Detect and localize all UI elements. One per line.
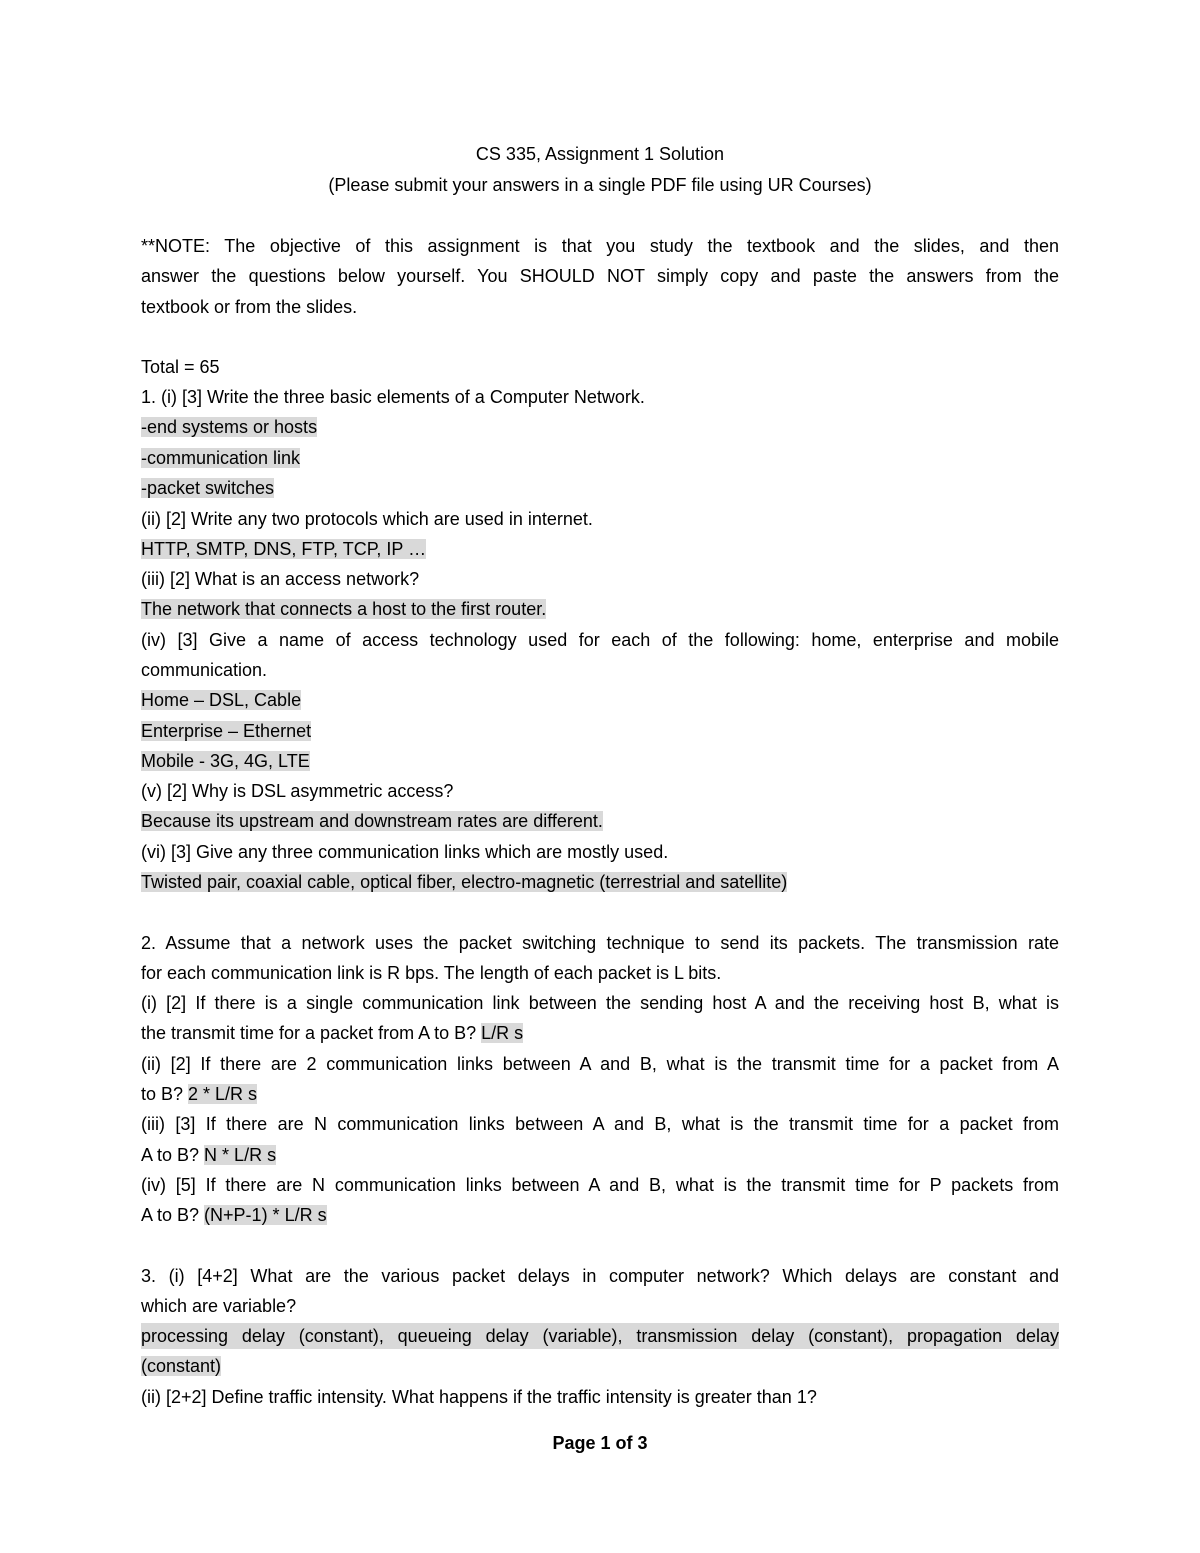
q2-iii-answer: N * L/R s xyxy=(204,1145,277,1165)
q2-iii-question-end: A to B? xyxy=(141,1145,205,1165)
q3-i-answer-line-1: processing delay (constant), queueing delay (variable), transmission delay (constant), propagation delay xyxy=(141,1323,1059,1349)
q1-ii-question: (ii) [2] Write any two protocols which are used in internet. xyxy=(141,509,593,529)
document-title: CS 335, Assignment 1 Solution xyxy=(475,144,725,164)
q1-i-answer-1: -end systems or hosts xyxy=(141,417,318,437)
q1-iv-question-line-1: (iv) [3] Give a name of access technology used for each of the following: home, enterprise and mobile xyxy=(141,630,1059,650)
q1-iii-question: (iii) [2] What is an access network? xyxy=(141,569,420,589)
q3-i-line-1: 3. (i) [4+2] What are the various packet delays in computer network? Which delays are constant and xyxy=(141,1266,1059,1286)
q2-iv-answer: (N+P-1) * L/R s xyxy=(204,1205,327,1225)
q3-ii-question: (ii) [2+2] Define traffic intensity. What happens if the traffic intensity is greater than 1? xyxy=(141,1387,817,1407)
q2-iii-line-2 xyxy=(141,1142,276,1168)
q2-iii-line-1: (iii) [3] If there are N communication links between A and B, what is the transmit time for a packet from xyxy=(141,1114,1059,1134)
page-number: Page 1 of 3 xyxy=(552,1433,648,1453)
q1-v-question: (v) [2] Why is DSL asymmetric access? xyxy=(141,781,454,801)
q2-ii-line-1: (ii) [2] If there are 2 communication links between A and B, what is the transmit time for a packet from A xyxy=(141,1054,1059,1074)
q2-i-line-1: (i) [2] If there is a single communication link between the sending host A and the receiving host B, what is xyxy=(141,993,1059,1013)
q1-i-answer-3: -packet switches xyxy=(141,478,275,498)
q1-i-question: 1. (i) [3] Write the three basic elements of a Computer Network. xyxy=(141,387,645,407)
q1-vi-question: (vi) [3] Give any three communication links which are mostly used. xyxy=(141,842,669,862)
q2-i-question-end: the transmit time for a packet from A to B? xyxy=(141,1023,482,1043)
q2-iv-line-1: (iv) [5] If there are N communication links between A and B, what is the transmit time for P packets from xyxy=(141,1175,1059,1195)
document-subtitle: (Please submit your answers in a single PDF file using UR Courses) xyxy=(328,175,872,195)
q1-iv-answer-mobile: Mobile - 3G, 4G, LTE xyxy=(141,751,310,771)
q2-ii-answer: 2 * L/R s xyxy=(188,1084,258,1104)
q1-iii-answer: The network that connects a host to the first router. xyxy=(141,599,547,619)
q1-v-answer: Because its upstream and downstream rates are different. xyxy=(141,811,603,831)
q1-i-answer-2: -communication link xyxy=(141,448,301,468)
note-line-2: answer the questions below yourself. You SHOULD NOT simply copy and paste the answers from the xyxy=(141,266,1059,286)
q1-iv-answer-enterprise: Enterprise – Ethernet xyxy=(141,721,312,741)
q2-i-answer: L/R s xyxy=(481,1023,524,1043)
note-line-3: textbook or from the slides. xyxy=(141,297,358,317)
note-line-1: **NOTE: The objective of this assignment is that you study the textbook and the slides, and then xyxy=(141,236,1059,256)
q2-intro-line-1: 2. Assume that a network uses the packet switching technique to send its packets. The transmission rate xyxy=(141,933,1059,953)
q3-i-line-2: which are variable? xyxy=(141,1296,297,1316)
q2-ii-line-2 xyxy=(141,1081,257,1107)
q2-i-line-2 xyxy=(141,1020,523,1046)
q2-intro-line-2: for each communication link is R bps. The length of each packet is L bits. xyxy=(141,963,722,983)
q1-ii-answer: HTTP, SMTP, DNS, FTP, TCP, IP … xyxy=(141,539,427,559)
q1-vi-answer: Twisted pair, coaxial cable, optical fiber, electro-magnetic (terrestrial and satellite) xyxy=(141,872,788,892)
q2-ii-question-end: to B? xyxy=(141,1084,189,1104)
total-marks: Total = 65 xyxy=(141,357,220,377)
q2-iv-line-2 xyxy=(141,1202,327,1228)
q1-iv-question-line-2: communication. xyxy=(141,660,268,680)
q2-iv-question-end: A to B? xyxy=(141,1205,205,1225)
q1-iv-answer-home: Home – DSL, Cable xyxy=(141,690,302,710)
q3-i-answer-line-2: (constant) xyxy=(141,1356,222,1376)
